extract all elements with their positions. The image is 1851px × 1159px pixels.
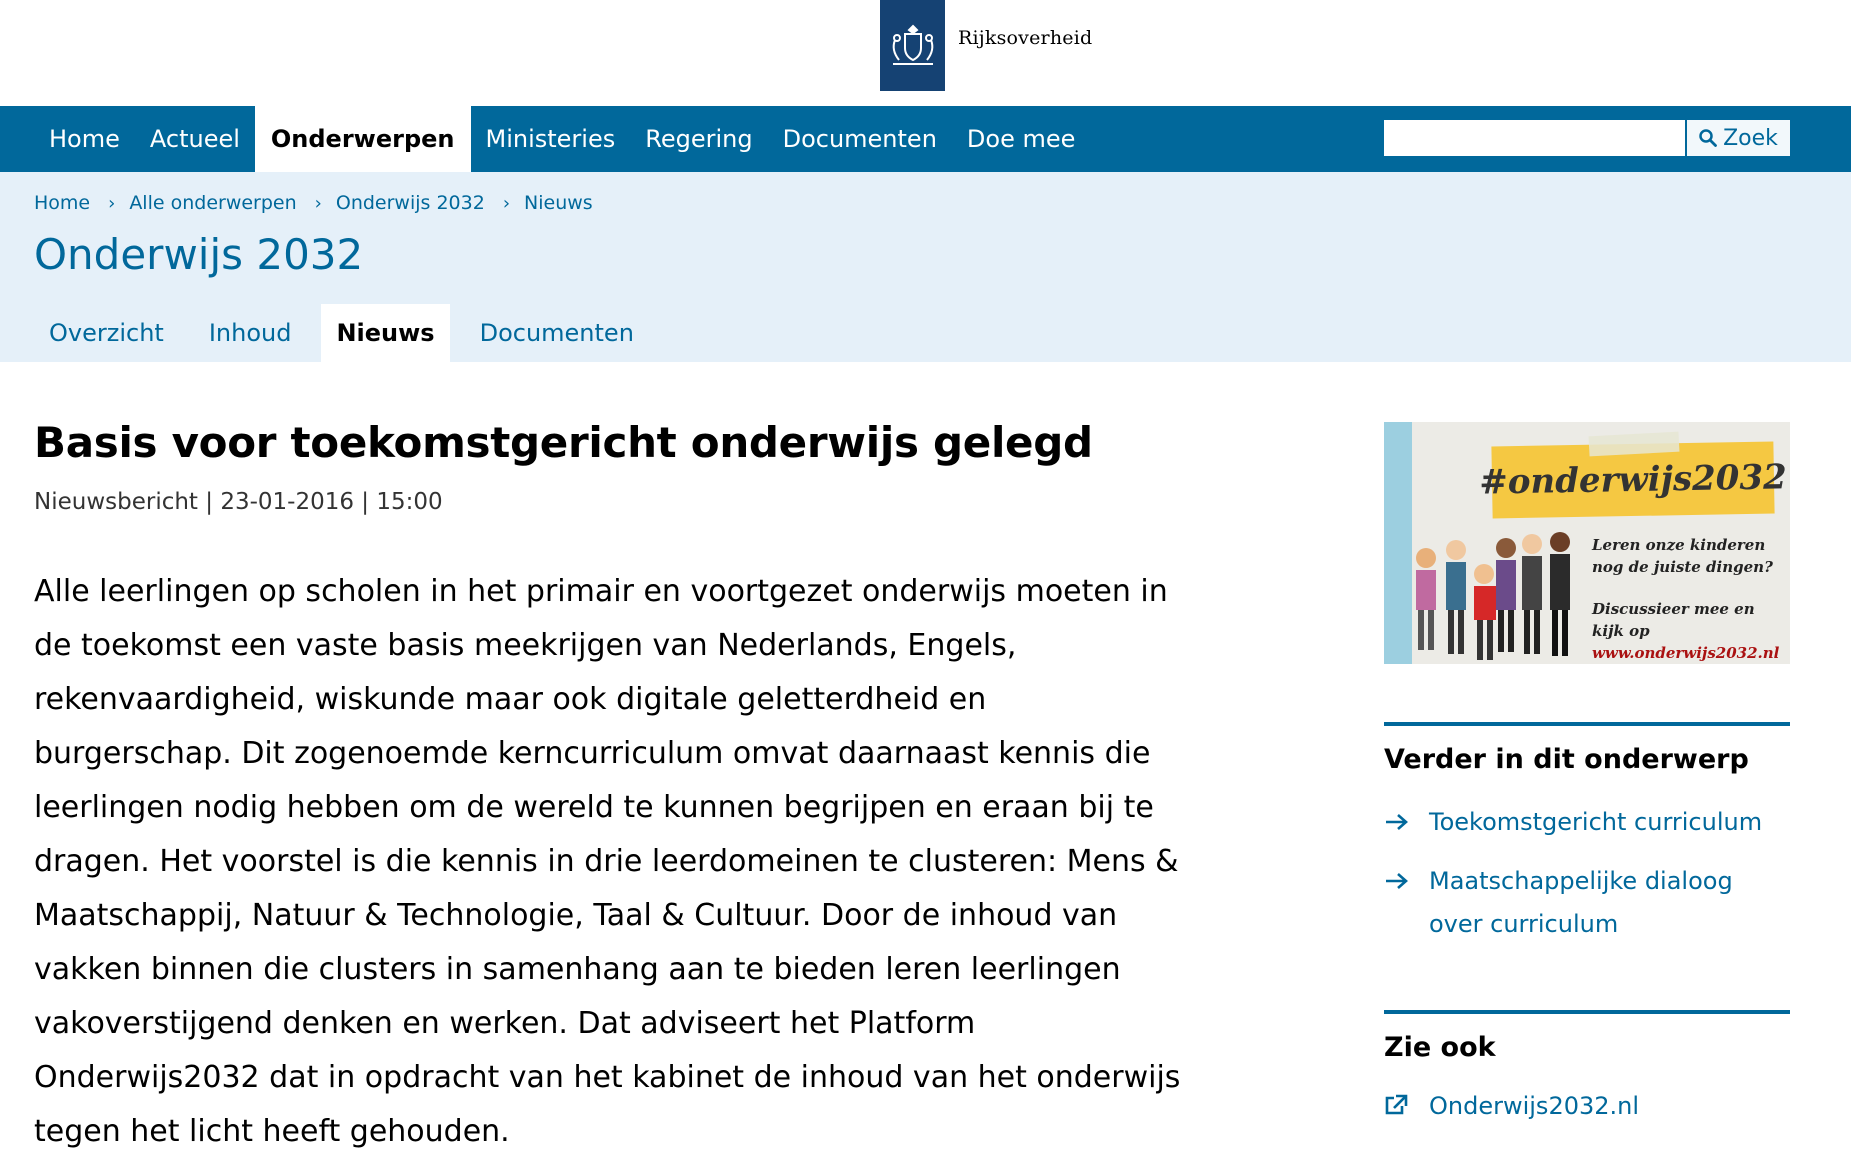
nav-item-ministeries[interactable]: Ministeries: [485, 125, 616, 153]
nav-item-home[interactable]: Home: [49, 125, 120, 153]
related-link[interactable]: [1384, 801, 1790, 846]
breadcrumb-item-onderwijs-2032[interactable]: Onderwijs 2032: [335, 192, 485, 214]
tab-overzicht[interactable]: Overzicht: [49, 319, 164, 347]
coat-of-arms-icon[interactable]: [880, 0, 945, 91]
people-illustration-icon: [1404, 520, 1589, 664]
article-title: Basis voor toekomstgericht onderwijs gelegd: [34, 418, 1093, 467]
breadcrumb-item-alle-onderwerpen[interactable]: Alle onderwerpen: [129, 192, 297, 214]
search-input[interactable]: [1384, 120, 1685, 156]
tab-inhoud[interactable]: Inhoud: [208, 319, 292, 347]
arrow-right-icon: [1384, 801, 1429, 846]
arrow-right-icon: [1384, 860, 1429, 946]
nav-item-actueel[interactable]: Actueel: [149, 125, 240, 153]
see-also: [1384, 1010, 1790, 1130]
search-form: [1384, 120, 1790, 156]
search-button-label: Zoek: [1723, 125, 1778, 151]
search-button[interactable]: [1685, 120, 1790, 156]
promo-url: www.onderwijs2032.nl: [1592, 644, 1780, 662]
logo-text[interactable]: Rijksoverheid: [958, 27, 1093, 49]
breadcrumb-item-nieuws[interactable]: Nieuws: [524, 192, 593, 214]
nav-item-documenten[interactable]: Documenten: [782, 125, 937, 153]
promo-discuss-text: Discussieer mee en kijk op: [1592, 600, 1755, 640]
main-navigation: [0, 106, 1851, 172]
search-icon: [1699, 129, 1717, 147]
site-header: [0, 0, 1851, 106]
related-link-label: Toekomstgericht curriculum: [1429, 808, 1763, 836]
tab-nieuws[interactable]: Nieuws: [321, 304, 449, 362]
related-topics: [1384, 722, 1790, 946]
nav-item-doe-mee[interactable]: Doe mee: [966, 125, 1076, 153]
article: [34, 418, 1184, 1159]
article-meta: Nieuwsbericht | 23-01-2016 | 15:00: [34, 489, 443, 515]
external-link[interactable]: [1384, 1085, 1790, 1130]
external-link-icon: [1384, 1085, 1429, 1130]
tab-documenten[interactable]: Documenten: [479, 319, 634, 347]
see-also-title: Zie ook: [1384, 1032, 1496, 1063]
chevron-right-icon: ›: [502, 192, 511, 214]
nav-item-onderwerpen[interactable]: Onderwerpen: [255, 106, 471, 172]
promo-hashtag: #onderwijs2032: [1491, 442, 1774, 519]
subheader-band: [0, 172, 1851, 362]
nav-item-regering[interactable]: Regering: [645, 125, 753, 153]
related-link-label: Maatschappelijke dialoog over curriculum: [1429, 867, 1733, 938]
promo-question: Leren onze kinderen nog de juiste dingen?: [1592, 536, 1773, 576]
chevron-right-icon: ›: [108, 192, 116, 214]
promo-discuss: [1592, 598, 1787, 664]
related-topics-title: Verder in dit onderwerp: [1384, 744, 1749, 775]
breadcrumb-item-home[interactable]: Home: [34, 192, 91, 214]
promo-banner[interactable]: [1384, 422, 1790, 664]
page-title: Onderwijs 2032: [34, 230, 364, 279]
related-link[interactable]: [1384, 860, 1790, 946]
external-link-label: Onderwijs2032.nl: [1429, 1092, 1640, 1120]
chevron-right-icon: ›: [314, 192, 322, 214]
breadcrumb: [34, 192, 593, 214]
subtabs: [34, 304, 664, 362]
article-body: Alle leerlingen op scholen in het primair en voortgezet onderwijs moeten in de toekomst een vaste basis meekrijgen van Nederlands, Engels, rekenvaardigheid, wiskunde maar ook digitale geletterdheid en burgerschap. Dit zogenoemde kerncurriculum omvat daarnaast kennis die leerlingen nodig hebben om de wereld te kunnen begrijpen en eraan bij te dragen. Het voorstel is die kennis in drie leerdomeinen te clusteren: Mens & Maatschappij, Natuur & Technologie, Taal & Cultuur. Door de inhoud van vakken binnen die clusters in samenhang aan te bieden leren leerlingen vakoverstijgend denken en werken. Dat adviseert het Platform Onderwijs2032 dat in opdracht van het kabinet de inhoud van het onderwijs tegen het licht heeft gehouden.: [34, 574, 1181, 1149]
